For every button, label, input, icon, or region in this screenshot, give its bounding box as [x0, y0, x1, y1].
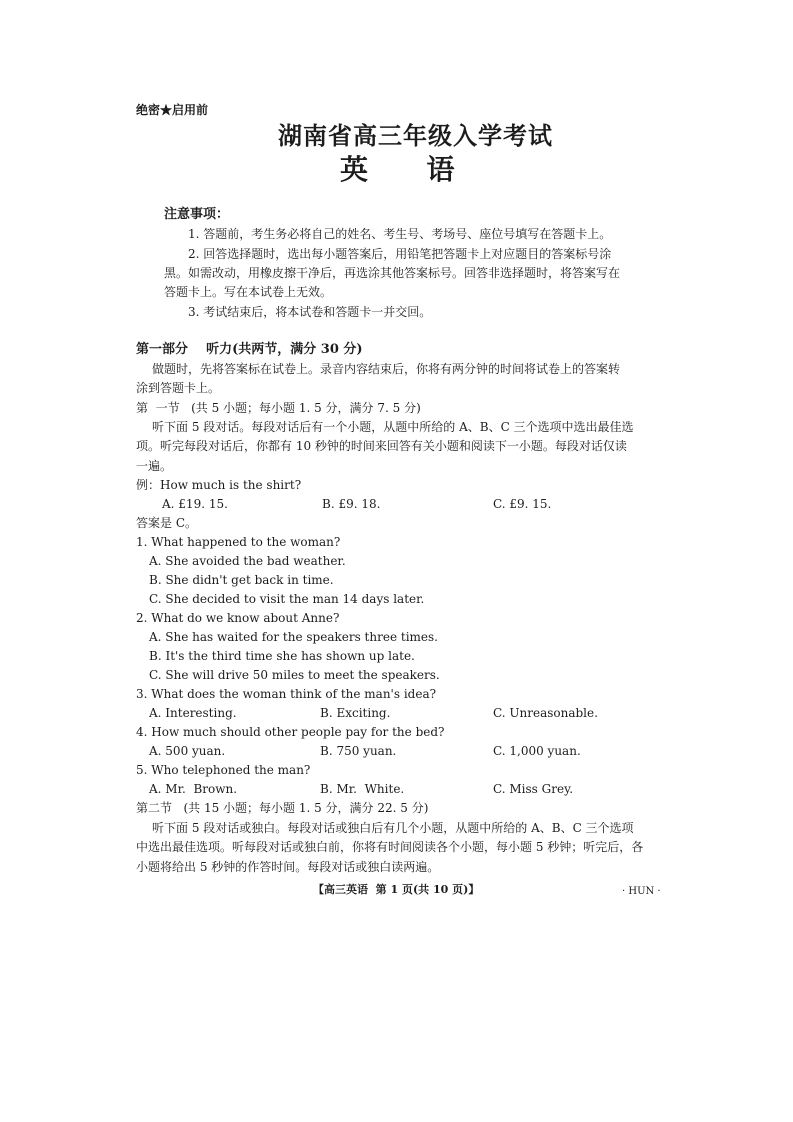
note-3: 3. 考试结束后，将本试卷和答题卡一并交回。 — [188, 305, 432, 319]
question-2-option-b: B. It's the third time she has shown up late. — [149, 649, 415, 663]
section2-heading: 第二节 (共 15 小题；每小题 1. 5 分，满分 22. 5 分) — [136, 801, 429, 815]
question-3-option-b: B. Exciting. — [320, 706, 391, 720]
confidential-label: 绝密★启用前 — [136, 103, 209, 117]
example-answer: 答案是 C。 — [136, 516, 197, 530]
question-2-option-a: A. She has waited for the speakers three times. — [149, 630, 438, 644]
question-5-option-b: B. Mr. White. — [320, 782, 405, 796]
section1-intro-a: 听下面 5 段对话。每段对话后有一个小题，从题中所给的 A、B、C 三个选项中选出最佳选 — [152, 420, 634, 434]
part1-heading: 第一部分 听力(共两节，满分 30 分) — [136, 342, 363, 357]
question-1-option-a: A. She avoided the bad weather. — [149, 554, 346, 568]
subject-title: 英 语 — [340, 153, 455, 186]
example-question: 例：How much is the shirt? — [136, 478, 302, 492]
question-1: 1. What happened to the woman? — [136, 535, 341, 549]
question-5-option-a: A. Mr. Brown. — [149, 782, 238, 796]
section1-heading: 第 一节 (共 5 小题；每小题 1. 5 分，满分 7. 5 分) — [136, 401, 421, 415]
example-option-b: B. £9. 18. — [322, 497, 381, 511]
question-1-option-c: C. She decided to visit the man 14 days later. — [149, 592, 425, 606]
example-option-a: A. £19. 15. — [162, 497, 228, 511]
section1-intro-b: 项。听完每段对话后，你都有 10 秒钟的时间来回答有关小题和阅读下一小题。每段对话仅读 — [136, 439, 627, 453]
question-1-option-b: B. She didn't get back in time. — [149, 573, 334, 587]
question-3-option-a: A. Interesting. — [149, 706, 237, 720]
note-2b: 黑。如需改动，用橡皮擦干净后，再选涂其他答案标号。回答非选择题时，将答案写在 — [164, 266, 621, 280]
note-1: 1. 答题前，考生务必将自己的姓名、考生号、考场号、座位号填写在答题卡上。 — [188, 227, 612, 241]
question-3: 3. What does the woman think of the man's idea? — [136, 687, 437, 701]
note-2a: 2. 回答选择题时，选出每小题答案后，用铅笔把答题卡上对应题目的答案标号涂 — [188, 247, 612, 261]
question-5: 5. Who telephoned the man? — [136, 763, 311, 777]
exam-title: 湖南省高三年级入学考试 — [278, 121, 553, 150]
question-4-option-c: C. 1,000 yuan. — [493, 744, 581, 758]
question-4-option-a: A. 500 yuan. — [149, 744, 226, 758]
question-3-option-c: C. Unreasonable. — [493, 706, 598, 720]
section2-intro-b: 中选出最佳选项。听每段对话或独白前，你将有时间阅读各个小题，每小题 5 秒钟；听完后，各 — [136, 840, 644, 854]
notes-heading: 注意事项： — [164, 207, 230, 222]
section2-intro-c: 小题将给出 5 秒钟的作答时间。每段对话或独白读两遍。 — [136, 860, 440, 874]
part1-intro-a: 做题时，先将答案标在试卷上。录音内容结束后，你将有两分钟的时间将试卷上的答案转 — [152, 362, 621, 376]
footer-code: · HUN · — [622, 886, 661, 897]
note-2c: 答题卡上。写在本试卷上无效。 — [164, 285, 333, 299]
example-option-c: C. £9. 15. — [493, 497, 552, 511]
section2-intro-a: 听下面 5 段对话或独白。每段对话或独白后有几个小题，从题中所给的 A、B、C 三个选项 — [152, 821, 634, 835]
question-5-option-c: C. Miss Grey. — [493, 782, 574, 796]
question-2-option-c: C. She will drive 50 miles to meet the speakers. — [149, 668, 440, 682]
question-2: 2. What do we know about Anne? — [136, 611, 340, 625]
section1-intro-c: 一遍。 — [136, 459, 173, 473]
part1-intro-b: 涂到答题卡上。 — [136, 381, 221, 395]
question-4-option-b: B. 750 yuan. — [320, 744, 397, 758]
question-4: 4. How much should other people pay for the bed? — [136, 725, 445, 739]
page-footer: 【高三英语 第 1 页(共 10 页)】 — [313, 883, 480, 896]
